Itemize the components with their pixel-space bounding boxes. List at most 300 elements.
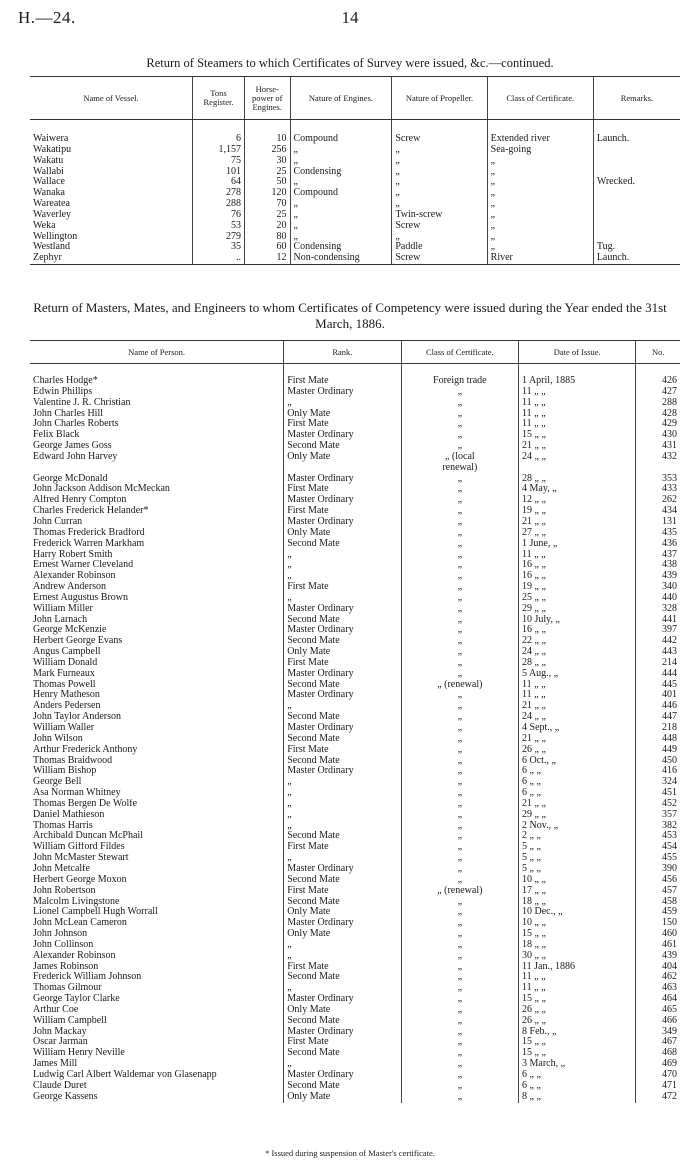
steamer-row: [30, 199, 680, 210]
cell-date-issue: 16 „ „: [519, 571, 636, 582]
cell-certificate-class: „ (renewal): [401, 886, 518, 897]
cell-date-issue: 19 „ „: [519, 582, 636, 593]
cell-rank: Second Mate: [284, 615, 401, 626]
cell-certificate-class: Sea-going: [487, 145, 593, 156]
cell-certificate-class: Extended river: [487, 120, 593, 145]
certificate-row: [30, 560, 680, 571]
cell-rank: „: [284, 571, 401, 582]
cell-certificate-class: „ (renewal): [401, 680, 518, 691]
certificate-row: [30, 582, 680, 593]
cell-number: 469: [636, 1059, 680, 1070]
cell-rank: „: [284, 398, 401, 409]
cell-rank: Only Mate: [284, 1092, 401, 1103]
cell-person-name: George McDonald: [33, 473, 108, 484]
cell-rank: Master Ordinary: [284, 474, 401, 485]
cell-number: 439: [636, 951, 680, 962]
cell-number: 218: [636, 723, 680, 734]
cell-horse-power: 25: [245, 167, 291, 178]
cell-rank: Second Mate: [284, 831, 401, 842]
cell-person-name: Thomas Frederick Bradford: [33, 527, 145, 538]
certificate-row: [30, 1081, 680, 1092]
cell-number: 416: [636, 766, 680, 777]
col-remarks: Remarks.: [593, 77, 680, 120]
cell-number: 447: [636, 712, 680, 723]
cell-tons: 279: [193, 232, 245, 243]
cell-remarks: Wrecked.: [593, 177, 680, 188]
steamer-row: [30, 145, 680, 156]
cell-number: 357: [636, 810, 680, 821]
cell-number: 458: [636, 897, 680, 908]
cell-person-name: Thomas Harris: [33, 820, 93, 831]
certificate-row: [30, 918, 680, 929]
cell-person-name: [30, 463, 284, 474]
cell-date-issue: 11 „ „: [519, 387, 636, 398]
cell-certificate-class: „: [487, 167, 593, 178]
cell-certificate-class: „: [401, 821, 518, 832]
cell-horse-power: 120: [245, 188, 291, 199]
cell-vessel-name: Waverley: [33, 209, 72, 220]
cell-person-name: William Bishop: [33, 766, 97, 777]
cell-number: 435: [636, 528, 680, 539]
certificate-row: [30, 571, 680, 582]
cell-vessel-name: Wanaka: [33, 188, 65, 199]
certificate-row: [30, 701, 680, 712]
certificate-row: [30, 364, 680, 387]
certificate-row: [30, 517, 680, 528]
col-certificate-class: Class of Certificate.: [401, 341, 518, 364]
cell-person-name: Anders Pedersen: [33, 701, 101, 712]
cell-person-name: Arthur Coe: [33, 1004, 79, 1015]
certificate-row: [30, 1027, 680, 1038]
col-person-name: Name of Person.: [30, 341, 284, 364]
cell-rank: Second Mate: [284, 539, 401, 550]
cell-person-name: John Wilson: [33, 733, 83, 744]
cell-certificate-class: „: [401, 625, 518, 636]
col-number: No.: [636, 341, 680, 364]
cell-rank: First Mate: [284, 364, 401, 387]
cell-number: 454: [636, 842, 680, 853]
cell-rank: First Mate: [284, 658, 401, 669]
cell-rank: Master Ordinary: [284, 495, 401, 506]
cell-number: 457: [636, 886, 680, 897]
cell-horse-power: 80: [245, 232, 291, 243]
cell-rank: Master Ordinary: [284, 723, 401, 734]
cell-rank: Master Ordinary: [284, 766, 401, 777]
cell-number: 439: [636, 571, 680, 582]
cell-number: 401: [636, 690, 680, 701]
cell-vessel-name: Wallabi: [33, 166, 64, 177]
cell-certificate-class: „: [487, 221, 593, 232]
cell-number: 429: [636, 419, 680, 430]
cell-tons: 75: [193, 156, 245, 167]
cell-number: 449: [636, 745, 680, 756]
cell-date-issue: 6 Oct., „: [519, 756, 636, 767]
cell-date-issue: 11 „ „: [519, 419, 636, 430]
cell-certificate-class: „: [487, 156, 593, 167]
cell-number: 426: [636, 364, 680, 387]
cell-date-issue: 6 „ „: [519, 777, 636, 788]
cell-propeller: „: [392, 177, 487, 188]
steamer-row: [30, 221, 680, 232]
cell-number: 452: [636, 799, 680, 810]
cell-rank: Second Mate: [284, 1048, 401, 1059]
certificate-row: [30, 1070, 680, 1081]
certificate-row: [30, 777, 680, 788]
col-date-issue: Date of Issue.: [519, 341, 636, 364]
certificate-row: [30, 734, 680, 745]
cell-rank: Second Mate: [284, 1081, 401, 1092]
cell-propeller: „: [392, 145, 487, 156]
cell-rank: Second Mate: [284, 1016, 401, 1027]
cell-certificate-class: „: [401, 1070, 518, 1081]
cell-date-issue: 26 „ „: [519, 1005, 636, 1016]
certificate-row: [30, 550, 680, 561]
cell-person-name: John Jackson Addison McMeckan: [33, 484, 170, 495]
cell-rank: Master Ordinary: [284, 669, 401, 680]
cell-rank: „: [284, 799, 401, 810]
cell-certificate-class: „: [401, 1005, 518, 1016]
cell-date-issue: 21 „ „: [519, 517, 636, 528]
cell-propeller: Screw: [392, 221, 487, 232]
cell-rank: „: [284, 560, 401, 571]
steamers-return-title: Return of Steamers to which Certificates of Survey were issued, &c.—continued.: [146, 56, 554, 70]
certificate-row: [30, 528, 680, 539]
col-class-certificate: Class of Certificate.: [487, 77, 593, 120]
cell-person-name: George McKenzie: [33, 625, 107, 636]
cell-date-issue: 4 Sept., „: [519, 723, 636, 734]
cell-person-name: George Kassens: [33, 1091, 98, 1102]
cell-person-name: Ernest Warner Cleveland: [33, 560, 134, 571]
cell-horse-power: 256: [245, 145, 291, 156]
cell-number: 324: [636, 777, 680, 788]
certificate-row: [30, 842, 680, 853]
cell-rank: „: [284, 810, 401, 821]
cell-rank: Only Mate: [284, 647, 401, 658]
certificate-row: [30, 1005, 680, 1016]
cell-number: 468: [636, 1048, 680, 1059]
cell-date-issue: 11 „ „: [519, 409, 636, 420]
cell-person-name: Ludwig Carl Albert Waldemar von Glasenapp: [33, 1070, 217, 1080]
cell-number: 440: [636, 593, 680, 604]
cell-certificate-class: „: [401, 940, 518, 951]
cell-person-name: George Taylor Clarke: [33, 994, 120, 1005]
cell-engines: Compound: [290, 188, 392, 199]
cell-certificate-class: „: [401, 929, 518, 940]
certificate-row: [30, 1016, 680, 1027]
certificate-row: [30, 972, 680, 983]
cell-number: 430: [636, 430, 680, 441]
certificate-row: [30, 821, 680, 832]
cell-date-issue: 6 „ „: [519, 788, 636, 799]
cell-tons: 101: [193, 167, 245, 178]
cell-person-name: Thomas Braidwood: [33, 755, 113, 766]
cell-number: 431: [636, 441, 680, 452]
cell-certificate-class: „: [487, 188, 593, 199]
cell-certificate-class: „: [401, 636, 518, 647]
cell-certificate-class: „: [401, 907, 518, 918]
certificate-row: [30, 723, 680, 734]
cell-tons: 6: [193, 120, 245, 145]
cell-vessel-name: Waiwera: [33, 133, 69, 144]
cell-number: 427: [636, 387, 680, 398]
cell-rank: „: [284, 593, 401, 604]
cell-rank: Second Mate: [284, 734, 401, 745]
cell-person-name: William Henry Neville: [33, 1048, 125, 1059]
cell-date-issue: 15 „ „: [519, 1037, 636, 1048]
cell-date-issue: 19 „ „: [519, 506, 636, 517]
cell-date-issue: 11 „ „: [519, 983, 636, 994]
cell-certificate-class: „: [401, 539, 518, 550]
cell-rank: First Mate: [284, 484, 401, 495]
cell-rank: „: [284, 940, 401, 951]
cell-engines: „: [290, 145, 392, 156]
cell-date-issue: 28 „ „: [519, 658, 636, 669]
cell-certificate-class: „: [401, 669, 518, 680]
cell-date-issue: 11 „ „: [519, 550, 636, 561]
cell-person-name: Henry Matheson: [33, 690, 100, 701]
certificate-row: [30, 756, 680, 767]
cell-rank: Master Ordinary: [284, 994, 401, 1005]
cell-person-name: Arthur Frederick Anthony: [33, 744, 138, 755]
certificate-row: [30, 604, 680, 615]
cell-number: 461: [636, 940, 680, 951]
certificate-row: [30, 994, 680, 1005]
competency-return-title: Return of Masters, Mates, and Engineers to whom Certificates of Competency were issued during the Year ended the 31st March, 1886.: [33, 300, 667, 331]
cell-date-issue: 16 „ „: [519, 625, 636, 636]
cell-certificate-class: „: [401, 517, 518, 528]
cell-person-name: Edwin Phillips: [33, 386, 93, 397]
cell-remarks: Launch.: [593, 253, 680, 264]
cell-number: 434: [636, 506, 680, 517]
cell-date-issue: 10 „ „: [519, 918, 636, 929]
cell-rank: „: [284, 821, 401, 832]
cell-rank: Second Mate: [284, 875, 401, 886]
cell-tons: ..: [193, 253, 245, 264]
cell-person-name: Claude Duret: [33, 1080, 87, 1091]
cell-certificate-class: „: [401, 560, 518, 571]
cell-certificate-class: „: [487, 232, 593, 243]
certificate-row: [30, 441, 680, 452]
certificate-row: [30, 907, 680, 918]
cell-person-name: Frederick William Johnson: [33, 972, 142, 983]
certificate-row: [30, 387, 680, 398]
cell-engines: Compound: [290, 120, 392, 145]
cell-certificate-class: „: [401, 962, 518, 973]
cell-date-issue: 6 „ „: [519, 1081, 636, 1092]
cell-propeller: Twin-screw: [392, 210, 487, 221]
cell-number: 349: [636, 1027, 680, 1038]
cell-number: 438: [636, 560, 680, 571]
certificate-row: [30, 962, 680, 973]
cell-number: 463: [636, 983, 680, 994]
cell-date-issue: 1 June, „: [519, 539, 636, 550]
cell-person-name: Angus Campbell: [33, 647, 101, 658]
certificate-row: [30, 409, 680, 420]
cell-person-name: Malcolm Livingstone: [33, 896, 120, 907]
cell-certificate-class: „: [401, 419, 518, 430]
cell-date-issue: 11 Jan., 1886: [519, 962, 636, 973]
cell-person-name: John Curran: [33, 516, 83, 527]
cell-rank: Only Mate: [284, 929, 401, 940]
cell-certificate-class: „ (local: [401, 452, 518, 463]
cell-tons: 76: [193, 210, 245, 221]
cell-propeller: Screw: [392, 120, 487, 145]
cell-certificate-class: „: [401, 842, 518, 853]
cell-number: 459: [636, 907, 680, 918]
cell-date-issue: 11 „ „: [519, 398, 636, 409]
cell-certificate-class: „: [401, 550, 518, 561]
col-tons-register: Tons Register.: [193, 77, 245, 120]
cell-horse-power: 60: [245, 242, 291, 253]
cell-tons: 53: [193, 221, 245, 232]
cell-certificate-class: „: [401, 430, 518, 441]
cell-person-name: Archibald Duncan McPhail: [33, 831, 143, 842]
cell-date-issue: 28 „ „: [519, 474, 636, 485]
cell-rank: First Mate: [284, 1037, 401, 1048]
cell-vessel-name: Wareatea: [33, 199, 70, 210]
cell-rank: Master Ordinary: [284, 864, 401, 875]
steamer-row: [30, 210, 680, 221]
cell-date-issue: 30 „ „: [519, 951, 636, 962]
cell-tons: 288: [193, 199, 245, 210]
cell-rank: Only Mate: [284, 528, 401, 539]
certificate-row: [30, 636, 680, 647]
cell-certificate-class: „: [401, 831, 518, 842]
cell-certificate-class: „: [401, 658, 518, 669]
cell-number: 437: [636, 550, 680, 561]
cell-person-name: Lionel Campbell Hugh Worrall: [33, 907, 158, 918]
cell-date-issue: 3 March, „: [519, 1059, 636, 1070]
page-reference: H.—24.: [18, 8, 76, 27]
cell-rank: First Mate: [284, 745, 401, 756]
cell-rank: First Mate: [284, 842, 401, 853]
cell-person-name: Charles Frederick Helander*: [33, 506, 149, 517]
cell-number: 470: [636, 1070, 680, 1081]
cell-certificate-class: „: [401, 799, 518, 810]
cell-rank: Only Mate: [284, 1005, 401, 1016]
cell-number: 432: [636, 452, 680, 463]
cell-engines: „: [290, 221, 392, 232]
certificate-row: [30, 929, 680, 940]
cell-certificate-class: „: [401, 972, 518, 983]
cell-person-name: Thomas Powell: [33, 679, 96, 690]
cell-rank: Master Ordinary: [284, 1070, 401, 1081]
cell-date-issue: 11 „ „: [519, 680, 636, 691]
col-rank: Rank.: [284, 341, 401, 364]
cell-date-issue: 24 „ „: [519, 452, 636, 463]
cell-number: 450: [636, 756, 680, 767]
footnote: * Issued during suspension of Master's certificate.: [265, 1148, 435, 1158]
cell-horse-power: 50: [245, 177, 291, 188]
cell-date-issue: 21 „ „: [519, 734, 636, 745]
cell-remarks: Launch.: [593, 120, 680, 145]
cell-number: 465: [636, 1005, 680, 1016]
cell-rank: „: [284, 951, 401, 962]
cell-vessel-name: Westland: [33, 242, 70, 253]
cell-certificate-class: „: [401, 484, 518, 495]
cell-certificate-class: „: [401, 571, 518, 582]
cell-person-name: John McLean Cameron: [33, 918, 127, 929]
cell-rank: „: [284, 550, 401, 561]
cell-certificate-class: „: [401, 788, 518, 799]
cell-number: 464: [636, 994, 680, 1005]
cell-remarks: Tug.: [593, 242, 680, 253]
cell-rank: Master Ordinary: [284, 690, 401, 701]
cell-person-name: George James Goss: [33, 441, 112, 452]
cell-certificate-class: „: [401, 777, 518, 788]
cell-number: 353: [636, 474, 680, 485]
cell-propeller: „: [392, 232, 487, 243]
cell-propeller: „: [392, 167, 487, 178]
certificate-row: [30, 484, 680, 495]
cell-number: 456: [636, 875, 680, 886]
cell-certificate-class: „: [401, 864, 518, 875]
cell-number: 328: [636, 604, 680, 615]
cell-certificate-class: „: [401, 593, 518, 604]
cell-certificate-class: „: [401, 1059, 518, 1070]
cell-rank: Second Mate: [284, 441, 401, 452]
cell-certificate-class: „: [401, 398, 518, 409]
certificate-row: [30, 1037, 680, 1048]
cell-horse-power: 10: [245, 120, 291, 145]
cell-number: 455: [636, 853, 680, 864]
page-number: 14: [341, 8, 359, 27]
cell-rank: Master Ordinary: [284, 625, 401, 636]
cell-date-issue: 26 „ „: [519, 745, 636, 756]
cell-date-issue: 5 „ „: [519, 842, 636, 853]
cell-tons: 35: [193, 242, 245, 253]
cell-number: 466: [636, 1016, 680, 1027]
cell-certificate-class: „: [401, 528, 518, 539]
col-nature-propeller: Nature of Propeller.: [392, 77, 487, 120]
cell-number: 404: [636, 962, 680, 973]
cell-horse-power: 70: [245, 199, 291, 210]
cell-date-issue: 8 Feb., „: [519, 1027, 636, 1038]
cell-certificate-class: „: [401, 983, 518, 994]
cell-date-issue: 15 „ „: [519, 994, 636, 1005]
cell-propeller: „: [392, 188, 487, 199]
cell-person-name: Ernest Augustus Brown: [33, 592, 128, 603]
cell-certificate-class: „: [401, 409, 518, 420]
certificate-row: [30, 506, 680, 517]
cell-certificate-class: „: [401, 745, 518, 756]
cell-horse-power: 25: [245, 210, 291, 221]
cell-number: 436: [636, 539, 680, 550]
cell-person-name: William Miller: [33, 603, 93, 614]
certificate-row: [30, 745, 680, 756]
steamer-row: [30, 120, 680, 145]
certificate-row: [30, 398, 680, 409]
cell-number: 428: [636, 409, 680, 420]
cell-person-name: William Gifford Fildes: [33, 842, 125, 853]
cell-certificate-class: „: [401, 1092, 518, 1103]
cell-date-issue: 22 „ „: [519, 636, 636, 647]
cell-certificate-class: „: [401, 1081, 518, 1092]
cell-date-issue: 16 „ „: [519, 560, 636, 571]
cell-certificate-class: „: [401, 615, 518, 626]
steamer-row: [30, 167, 680, 178]
cell-tons: 1,157: [193, 145, 245, 156]
cell-vessel-name: Wallace: [33, 177, 65, 188]
cell-remarks: [593, 145, 680, 156]
cell-certificate-class: „: [401, 441, 518, 452]
cell-propeller: Screw: [392, 253, 487, 264]
cell-date-issue: [519, 463, 636, 474]
cell-person-name: Oscar Jarman: [33, 1037, 88, 1048]
cell-date-issue: 8 „ „: [519, 1092, 636, 1103]
cell-date-issue: 6 „ „: [519, 1070, 636, 1081]
cell-date-issue: 12 „ „: [519, 495, 636, 506]
